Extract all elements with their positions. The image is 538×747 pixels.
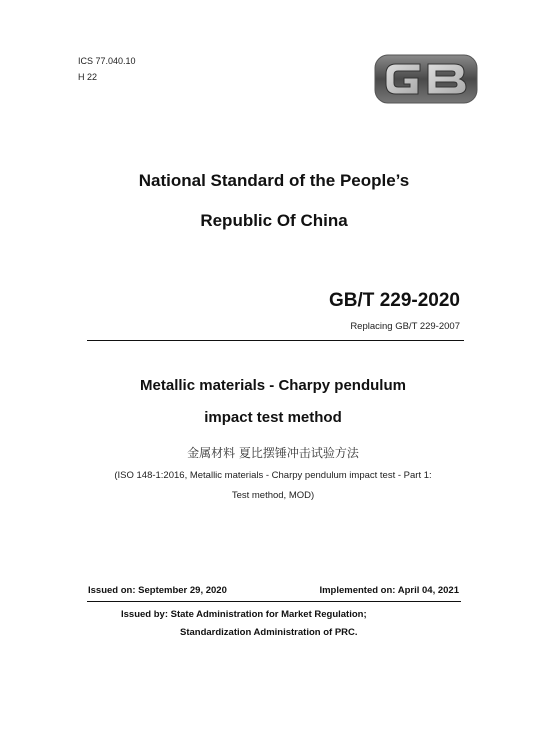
heading-line-1: National Standard of the People’s bbox=[138, 171, 410, 190]
issuer-line-1: Issued by: State Administration for Market Regulation; bbox=[121, 609, 367, 620]
divider bbox=[87, 601, 461, 602]
replacing-note: Replacing GB/T 229-2007 bbox=[350, 321, 460, 332]
divider bbox=[87, 340, 464, 341]
iso-reference-line-1: (ISO 148-1:2016, Metallic materials - Charpy pendulum impact test - Part 1: bbox=[114, 470, 432, 481]
heading-line-2: Republic Of China bbox=[200, 211, 348, 230]
title-line-1: Metallic materials - Charpy pendulum bbox=[140, 377, 406, 394]
issued-date: Issued on: September 29, 2020 bbox=[88, 585, 227, 596]
standard-number: GB/T 229-2020 bbox=[329, 290, 460, 311]
gb-logo bbox=[374, 54, 478, 104]
chinese-title: 金属材料 夏比摆锤冲击试验方法 bbox=[187, 446, 359, 460]
title-line-2: impact test method bbox=[204, 409, 342, 426]
ics-code: ICS 77.040.10 bbox=[78, 56, 136, 66]
implemented-date: Implemented on: April 04, 2021 bbox=[319, 585, 459, 596]
classification-code: H 22 bbox=[78, 72, 98, 82]
issuer-line-2: Standardization Administration of PRC. bbox=[180, 627, 358, 638]
iso-reference-line-2: Test method, MOD) bbox=[231, 490, 315, 501]
